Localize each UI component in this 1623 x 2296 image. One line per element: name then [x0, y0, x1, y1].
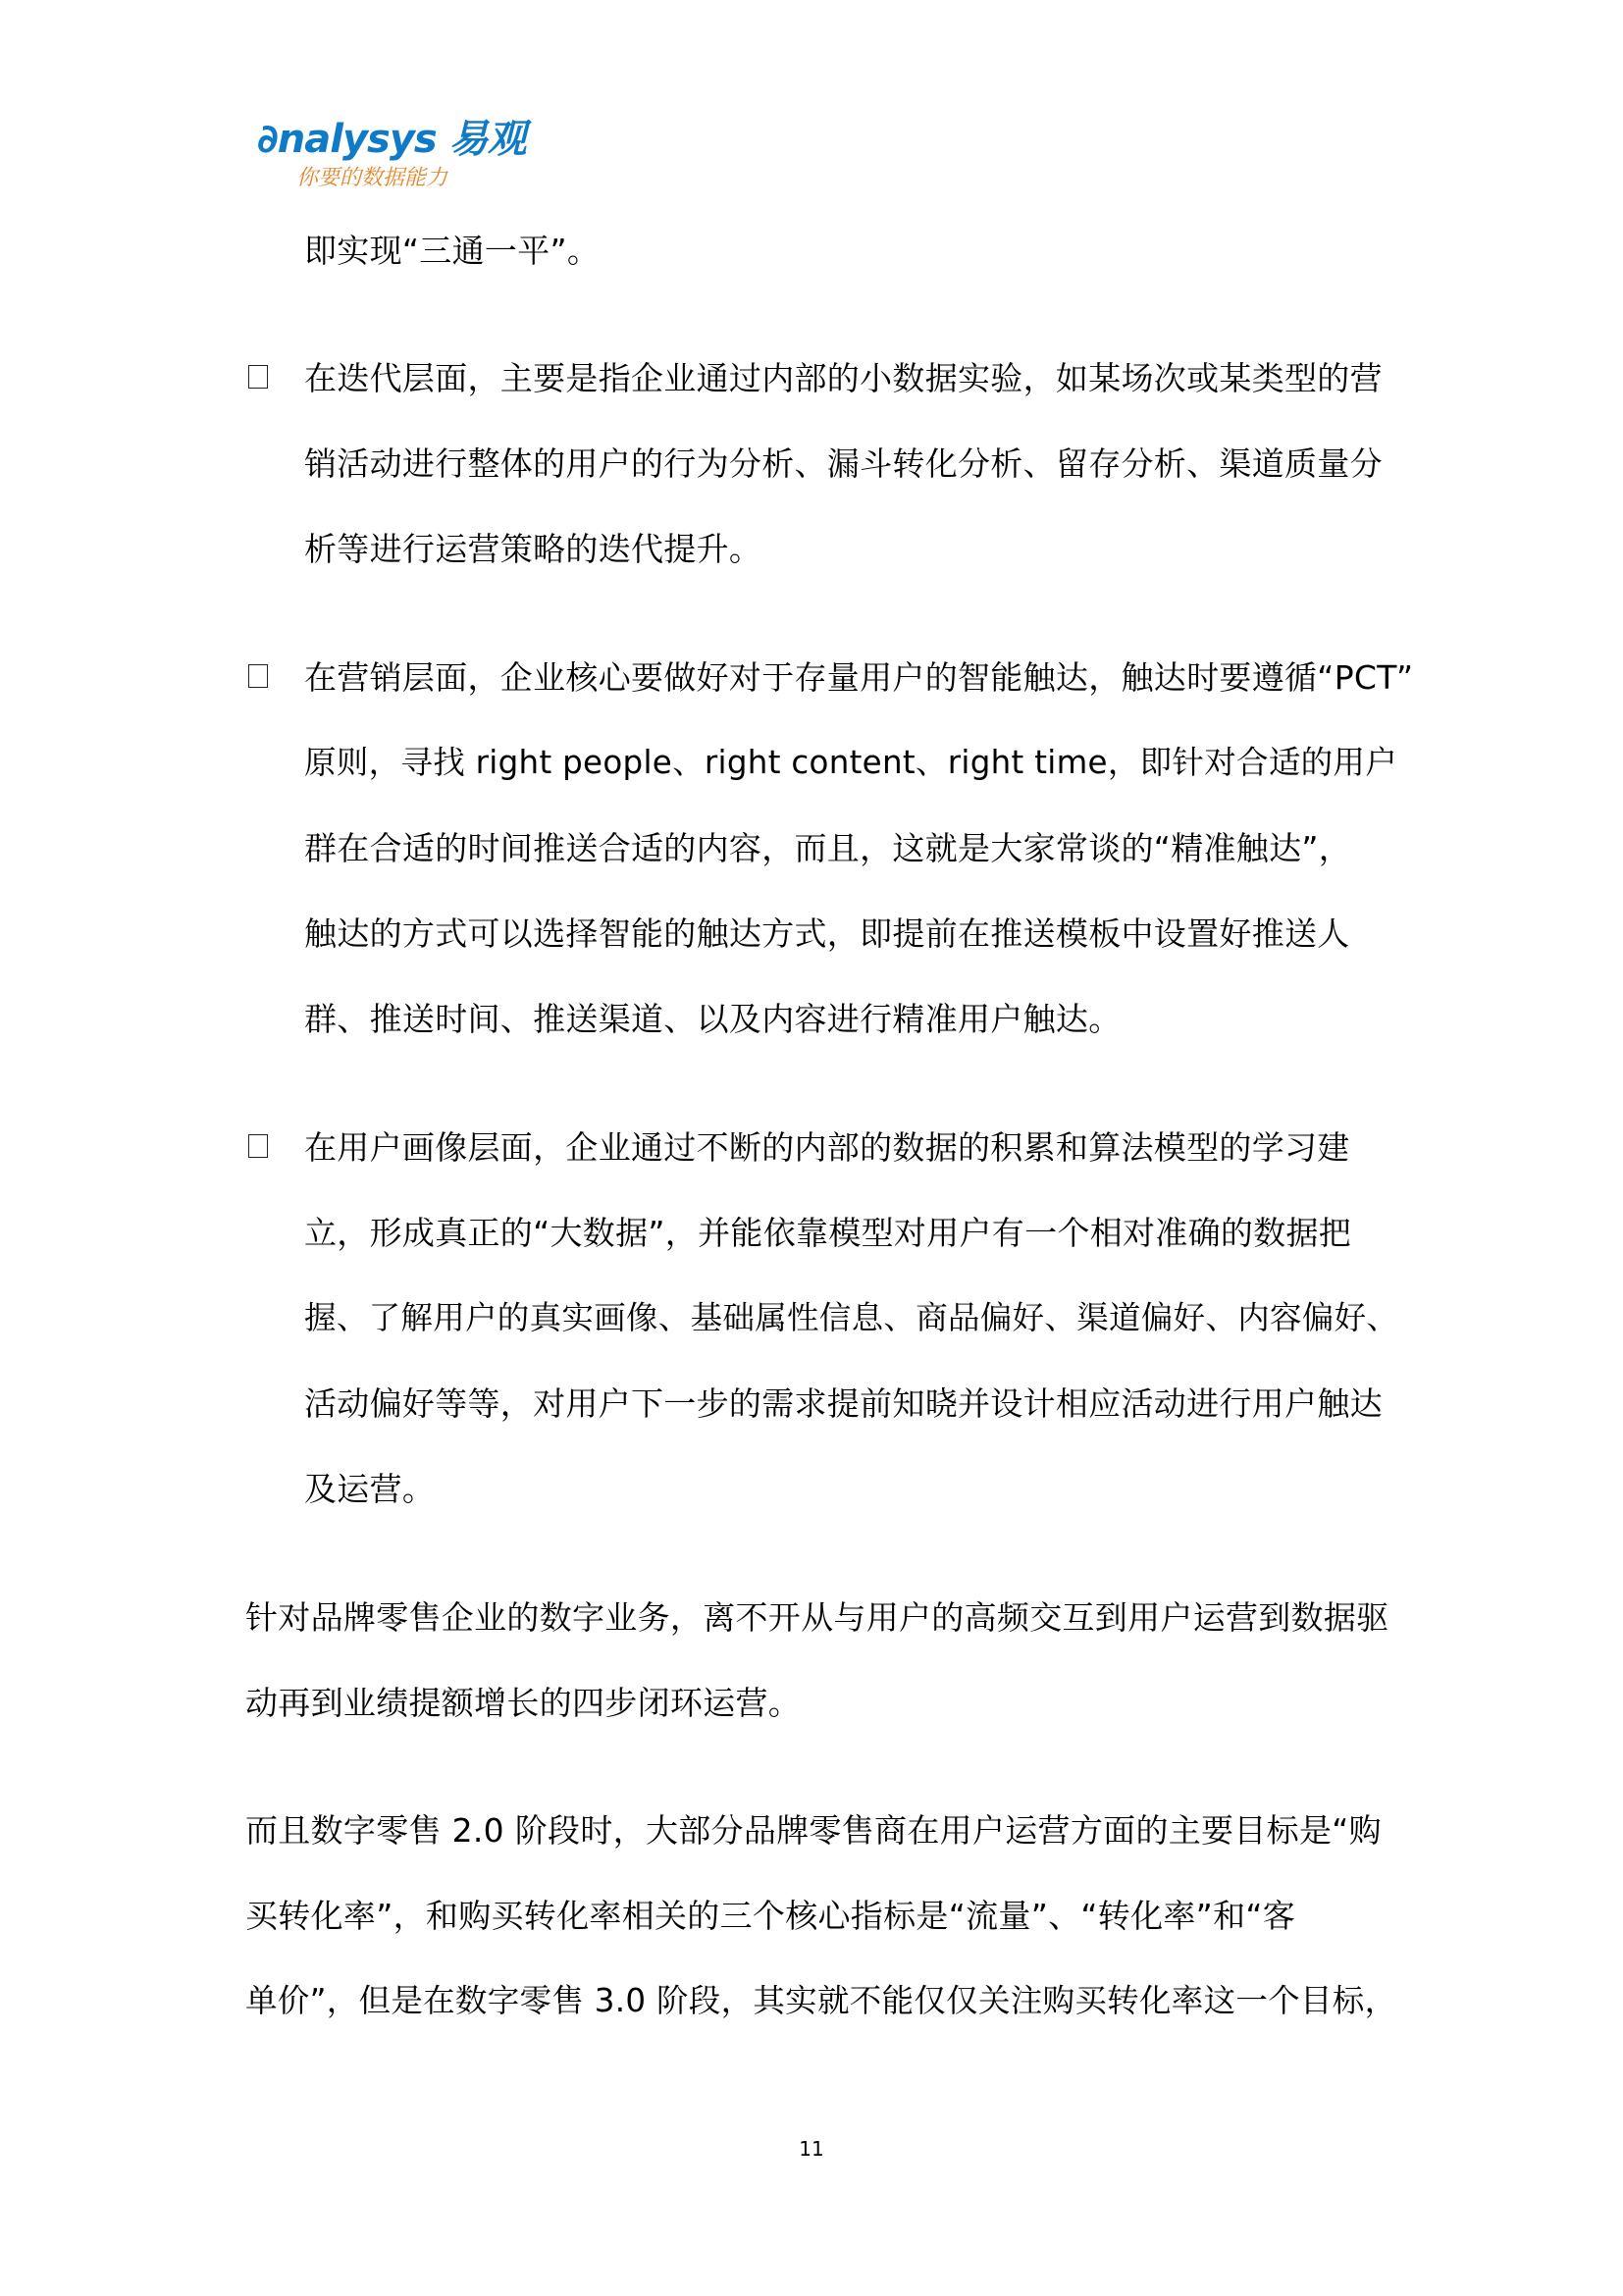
- text-line: 而且数字零售 2.0 阶段时，大部分品牌零售商在用户运营方面的主要目标是“购: [245, 1811, 1382, 1850]
- text-line: 触达的方式可以选择智能的触达方式，即提前在推送模板中设置好推送人: [304, 914, 1350, 953]
- text-line: 针对品牌零售企业的数字业务，离不开从与用户的高频交互到用户运营到数据驱: [245, 1598, 1389, 1637]
- text-line: 在用户画像层面，企业通过不断的内部的数据的积累和算法模型的学习建: [304, 1128, 1350, 1167]
- text-line: 立，形成真正的“大数据”，并能依靠模型对用户有一个相对准确的数据把: [304, 1214, 1352, 1252]
- body-paragraph: [245, 1575, 1413, 1746]
- text-line: 原则，寻找 right people、right content、right time，即针对合适的用户: [304, 744, 1398, 781]
- page-number: 11: [799, 2137, 824, 2161]
- logo-slogan: 你要的数据能力: [296, 166, 448, 190]
- bullet-box-icon: [248, 664, 268, 688]
- text-line: 买转化率”，和购买转化率相关的三个核心指标是“流量”、“转化率”和“客: [245, 1897, 1296, 1935]
- continuation-paragraph: [304, 208, 1413, 293]
- body-paragraph: [245, 1788, 1413, 2044]
- text-line: 销活动进行整体的用户的行为分析、漏斗转化分析、留存分析、渠道质量分: [304, 444, 1383, 483]
- text-line: 析等进行运营策略的迭代提升。: [304, 530, 762, 568]
- text-line: 及运营。: [304, 1470, 436, 1508]
- bullet-box-icon: [248, 365, 268, 389]
- text-line: 在迭代层面，主要是指企业通过内部的小数据实验，如某场次或某类型的营: [304, 359, 1383, 397]
- text-line: 单价”，但是在数字零售 3.0 阶段，其实就不能仅仅关注购买转化率这一个目标，: [245, 1982, 1397, 2019]
- text-line: 活动偏好等等，对用户下一步的需求提前知晓并设计相应活动进行用户触达: [304, 1384, 1383, 1423]
- text-line: 即实现“三通一平”。: [304, 232, 601, 270]
- text-line: 在营销层面，企业核心要做好对于存量用户的智能触达，触达时要遵循“PCT”: [304, 658, 1414, 697]
- text-line: 群、推送时间、推送渠道、以及内容进行精准用户触达。: [304, 1000, 1122, 1038]
- text-line: 群在合适的时间推送合适的内容，而且，这就是大家常谈的“精准触达”，: [304, 829, 1352, 867]
- text-line: 握、了解用户的真实画像、基础属性信息、商品偏好、渠道偏好、内容偏好、: [304, 1299, 1399, 1336]
- bullet-item-marketing: [304, 635, 1413, 1062]
- logo-brand-text: ∂nalysys 易观: [257, 117, 526, 162]
- bullet-item-iteration: [304, 336, 1413, 592]
- bullet-item-user-profile: [304, 1105, 1413, 1532]
- analysys-logo: [257, 116, 526, 204]
- bullet-box-icon: [248, 1134, 268, 1158]
- text-line: 动再到业绩提额增长的四步闭环运营。: [245, 1684, 802, 1722]
